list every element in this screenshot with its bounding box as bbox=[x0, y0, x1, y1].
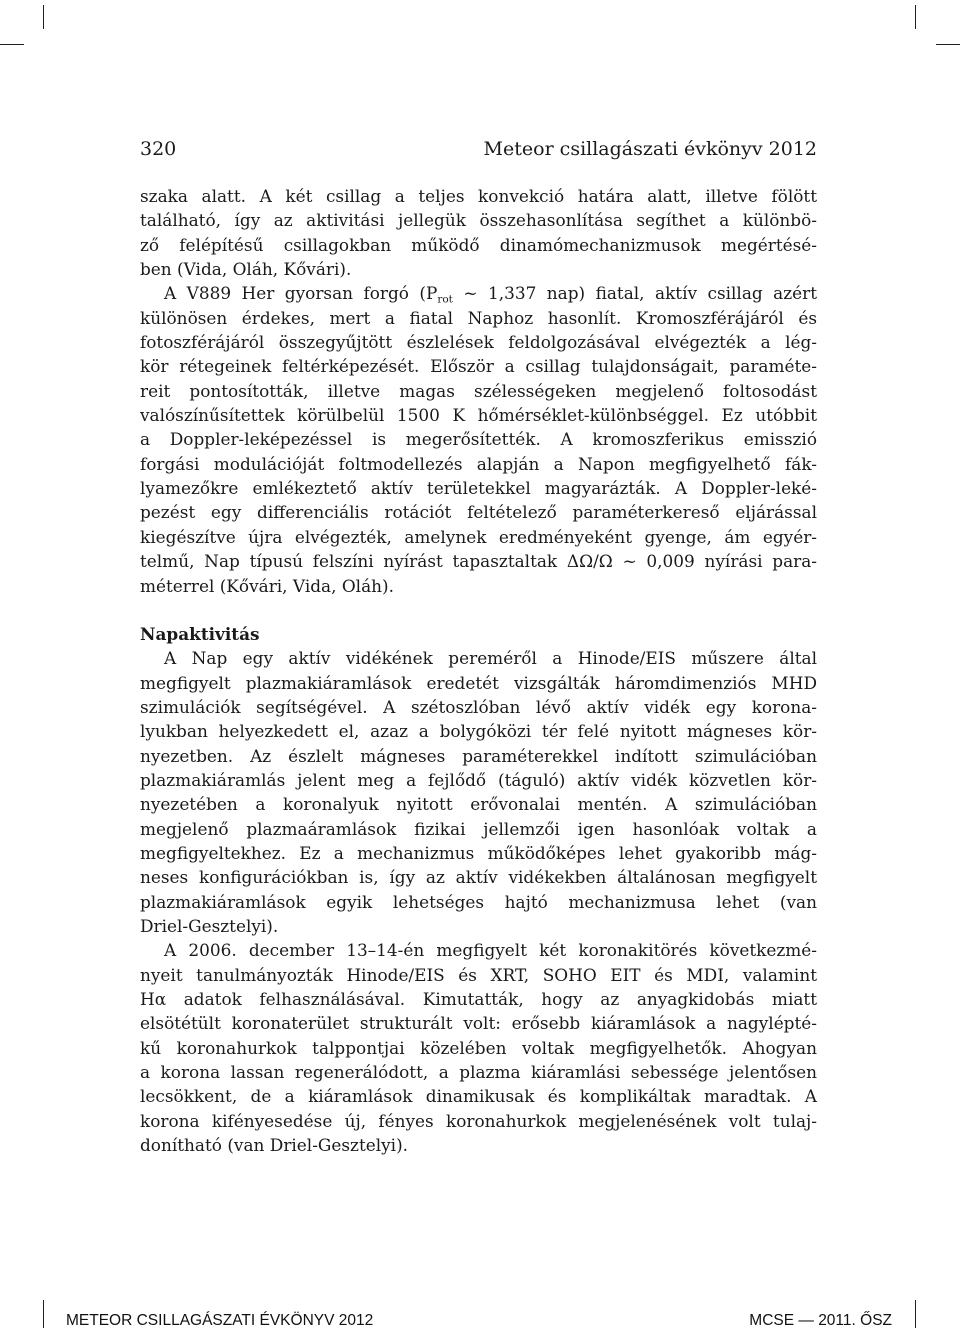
text-line: reit pontosították, illetve magas szélességeken megjelenő foltosodást bbox=[140, 380, 817, 401]
text-line: a korona lassan regenerálódott, a plazma kiáramlási sebessége jelentősen bbox=[140, 1062, 817, 1083]
text-line: megfigyeltekhez. Ez a mechanizmus működőképes lehet gyakoribb mág- bbox=[140, 842, 817, 863]
text-line: szimulációk segítségével. A szétoszlóban lévő aktív vidék egy korona- bbox=[140, 696, 817, 717]
running-title: Meteor csillagászati évkönyv 2012 bbox=[483, 138, 817, 160]
crop-mark bbox=[915, 1300, 916, 1328]
text-line: ben (Vida, Oláh, Kővári). bbox=[140, 259, 352, 280]
subscript: rot bbox=[437, 294, 453, 307]
text-line: lyukban helyezkedett el, azaz a bolygóközi tér felé nyitott mágneses kör- bbox=[140, 721, 817, 742]
footer-left: METEOR CSILLAGÁSZATI ÉVKÖNYV 2012 bbox=[66, 1312, 374, 1329]
text-line: plazmakiáramlás jelent meg a fejlődő (táguló) aktív vidék közvetlen kör- bbox=[140, 769, 817, 790]
text-line: korona kifényesedése új, fényes koronahurkok megjelenésének volt tulaj- bbox=[140, 1110, 817, 1131]
text-line: különösen érdekes, mert a fiatal Naphoz hasonlít. Kromoszférájáról és bbox=[140, 307, 817, 328]
text-line: lecsökkent, de a kiáramlások dinamikusak és komplikáltak maradtak. A bbox=[140, 1086, 817, 1107]
text-line: nyeit tanulmányozták Hinode/EIS és XRT, SOHO EIT és MDI, valamint bbox=[140, 964, 817, 985]
crop-mark bbox=[43, 5, 44, 29]
text-line: nyezetében a koronalyuk nyitott erővonalai mentén. A szimulációban bbox=[140, 794, 817, 815]
text-line: A Nap egy aktív vidékének pereméről a Hinode/EIS műszere által bbox=[164, 648, 817, 669]
text-line: pezést egy differenciális rotációt feltételező paraméterkereső eljárással bbox=[140, 502, 817, 523]
text-line bbox=[140, 281, 817, 305]
text-line: fotoszférájáról összegyűjtött észlelések feldolgozásával elvégezték a lég- bbox=[140, 332, 817, 353]
text-line: telmű, Nap típusú felszíni nyírást tapasztaltak ΔΩ/Ω ~ 0,009 nyírási para- bbox=[140, 551, 817, 572]
page-number: 320 bbox=[140, 138, 177, 160]
text-line: szaka alatt. A két csillag a teljes konvekció határa alatt, illetve fölött bbox=[140, 186, 817, 206]
crop-mark bbox=[43, 1300, 44, 1328]
paragraph bbox=[140, 646, 817, 938]
text-line: forgási modulációját foltmodellezés alapján a Napon megfigyelhető fák- bbox=[140, 453, 817, 474]
crop-mark bbox=[0, 44, 24, 45]
text-line: elsötétült koronaterület strukturált volt: erősebb kiáramlások a nagylépté- bbox=[140, 1013, 817, 1034]
text-line: kör rétegeinek feltérképezését. Először a csillag tulajdonságait, paraméte- bbox=[140, 356, 817, 377]
text-line: lyamezőkre emlékeztető aktív területekkel magyarázták. A Doppler-leké- bbox=[140, 478, 817, 499]
footer-right: MCSE — 2011. ŐSZ bbox=[749, 1312, 892, 1329]
running-head bbox=[140, 136, 817, 162]
paragraph bbox=[140, 184, 817, 281]
text-line: nyezetben. Az észlelt mágneses paraméterekkel indított szimulációban bbox=[140, 745, 817, 766]
text-line: megfigyelt plazmakiáramlások eredetét vizsgálták háromdimenziós MHD bbox=[140, 672, 817, 693]
body-text bbox=[140, 184, 817, 1157]
text-line: kiegészítve újra elvégezték, amelynek eredményeként gyenge, ám egyér- bbox=[140, 526, 817, 547]
text-line: Hα adatok felhasználásával. Kimutatták, hogy az anyagkidobás miatt bbox=[140, 989, 817, 1009]
paragraph bbox=[140, 281, 817, 597]
text-line: neses konfigurációkban is, így az aktív vidékekben általánosan megfigyelt bbox=[140, 867, 817, 888]
text-line: kű koronahurkok talppontjai közelében voltak megfigyelhetők. Ahogyan bbox=[140, 1037, 817, 1058]
text-run: ~ 1,337 nap) fiatal, aktív csillag azért bbox=[452, 283, 817, 304]
crop-mark bbox=[936, 44, 960, 45]
text-line: A 2006. december 13–14-én megfigyelt két koronakitörés következmé- bbox=[164, 940, 817, 961]
text-line: a Doppler-leképezéssel is megerősítették. A kromoszferikus emisszió bbox=[140, 429, 817, 450]
text-line: méterrel (Kővári, Vida, Oláh). bbox=[140, 575, 394, 596]
section-heading: Napaktivitás bbox=[140, 623, 260, 644]
text-line: ző felépítésű csillagokban működő dinamómechanizmusok megértésé- bbox=[140, 234, 817, 255]
paragraph bbox=[140, 938, 817, 1157]
text-line: megjelenő plazmaáramlások fizikai jellemzői igen hasonlóak voltak a bbox=[140, 818, 817, 839]
text-line: található, így az aktivitási jellegük összehasonlítása segíthet a különbö- bbox=[140, 210, 817, 231]
text-line: donítható (van Driel-Gesztelyi). bbox=[140, 1135, 409, 1156]
text-line: valószínűsítettek körülbelül 1500 K hőmérséklet-különbséggel. Ez utóbbit bbox=[140, 405, 817, 426]
text-line: Driel-Gesztelyi). bbox=[140, 915, 279, 936]
text-line: plazmakiáramlások egyik lehetséges hajtó mechanizmusa lehet (van bbox=[140, 891, 817, 912]
text-run: A V889 Her gyorsan forgó (P bbox=[164, 283, 438, 304]
crop-mark bbox=[915, 5, 916, 29]
